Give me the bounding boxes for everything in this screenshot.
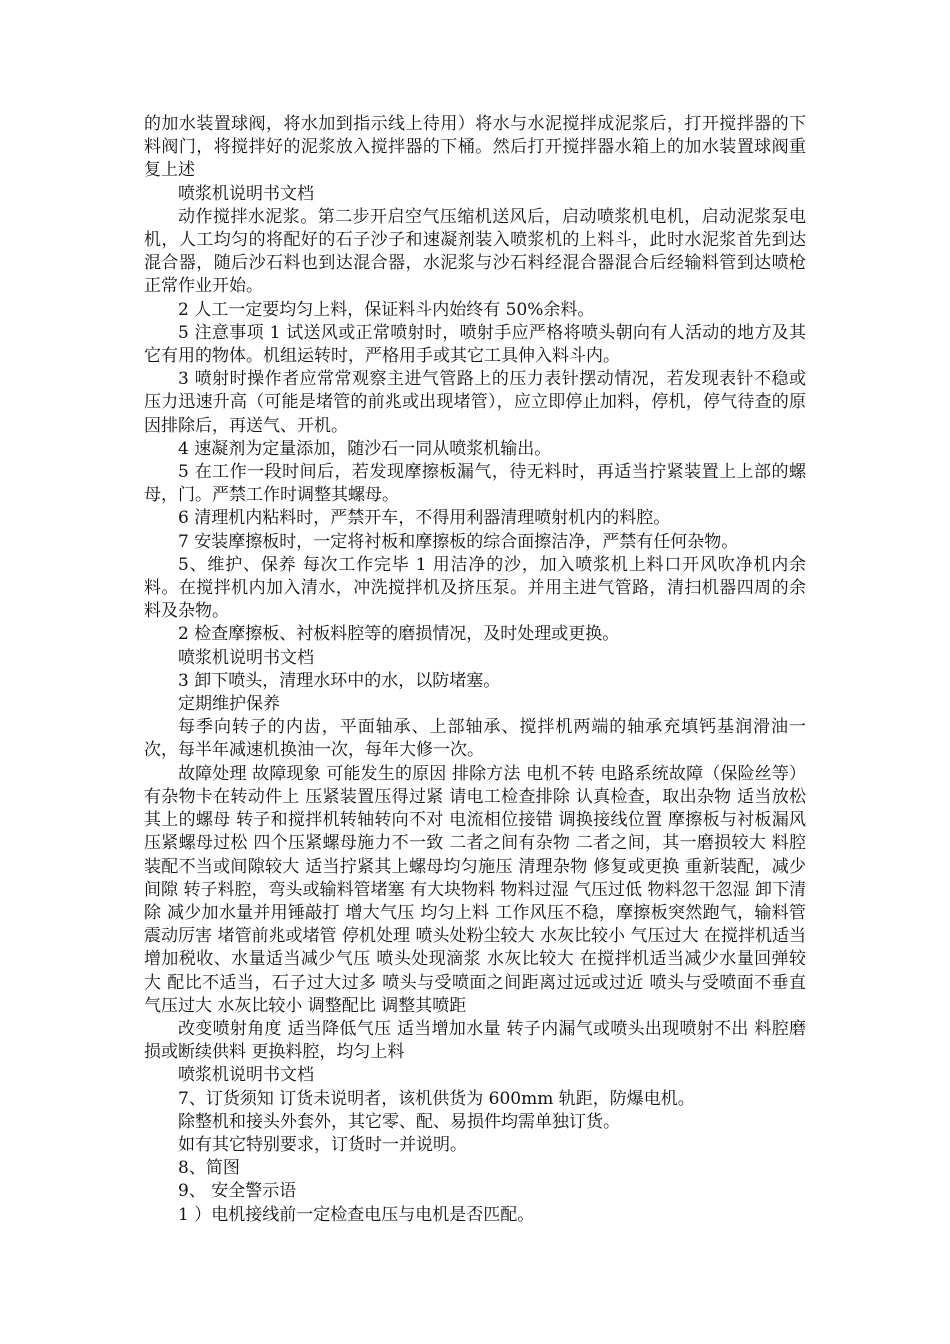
paragraph: 改变喷射角度 适当降低气压 适当增加水量 转子内漏气或喷头出现喷射不出 料腔磨损或断续供料 更换料腔，均匀上料 [144,1018,806,1063]
paragraph: 2 人工一定要均匀上料，保证料斗内始终有 50%余料。 [178,299,595,320]
document-body [144,113,806,1227]
paragraph: 5、维护、保养 每次工作完毕 1 用洁净的沙，加入喷浆机上料口开风吹净机内余料。在搅拌机内加入清水，冲洗搅拌机及挤压泵。并用主进气管路，清扫机器四周的余料及杂物。 [144,554,806,622]
paragraph: 如有其它特别要求，订货时一并说明。 [178,1134,467,1155]
paragraph: 除整机和接头外套外，其它零、配、易损件均需单独订货。 [178,1111,620,1132]
paragraph: 5 注意事项 1 试送风或正常喷射时，喷射手应严格将喷头朝向有人活动的地方及其它有用的物体。机组运转时，严格用手或其它工具伸入料斗内。 [144,322,806,367]
document-heading: 喷浆机说明书文档 [178,647,314,668]
paragraph: 5 在工作一段时间后，若发现摩擦板漏气，待无料时，再适当拧紧装置上上部的螺母，门。严禁工作时调整其螺母。 [144,462,806,506]
paragraph: 3 卸下喷头，清理水环中的水，以防堵塞。 [178,670,501,691]
paragraph: 7 安装摩擦板时，一定将衬板和摩擦板的综合面擦洁净，严禁有任何杂物。 [178,531,739,552]
paragraph: 每季向转子的内齿，平面轴承、上部轴承、搅拌机两端的轴承充填钙基润滑油一次，每半年减速机换油一次，每年大修一次。 [144,717,806,761]
paragraph: 动作搅拌水泥浆。第二步开启空气压缩机送风后，启动喷浆机电机，启动泥浆泵电机，人工均匀的将配好的石子沙子和速凝剂装入喷浆机的上料斗，此时水泥浆首先到达混合器，随后沙石料也到达混合器，水泥浆与沙石料经混合器混合后经输料管到达喷枪正常作业开始。 [144,206,806,297]
paragraph: 3 喷射时操作者应常常观察主进气管路上的压力表针摆动情况，若发现表针不稳或压力迅速升高（可能是堵管的前兆或出现堵管），应立即停止加料，停机，停气待查的原因排除后，再送气、开机。 [144,369,806,436]
paragraph: 故障处理 故障现象 可能发生的原因 排除方法 电机不转 电路系统故障（保险丝等）有杂物卡在转动件上 压紧装置压得过紧 请电工检查排除 认真检查，取出杂物 适当放松其上的螺母 转子和搅拌机转轴转向不对 电流相位接错 调换接线位置 摩擦板与衬板漏风 压紧螺母过松 四个压紧螺母施力不一致 二者之间有杂物 二者之间，其一磨损较大 料腔装配不当或间隙较大 适当拧紧其上螺母均匀施压 清理杂物 修复或更换 重新装配，减少间隙 转子料腔，弯头或输料管堵塞 有大块物料 物料过湿 气压过低 物料忽干忽湿 卸下清除 减少加水量并用锤敲打 增大气压 均匀上料 工作风压不稳，摩擦板突然跑气，输料管震动厉害 堵管前兆或堵管 停机处理 喷头处粉尘较大 水灰比较小 气压过大 在搅拌机适当增加税收、水量适当减少气压 喷头处现滴浆 水灰比较大 在搅拌机适当减少水量回弹较大 配比不适当，石子过大过多 喷头与受喷面之间距离过远或过近 喷头与受喷面不垂直 气压过大 水灰比较小 调整配比 调整其喷距 [144,763,806,1016]
paragraph: 6 清理机内粘料时，严禁开车，不得用利器清理喷射机内的料腔。 [178,508,671,529]
paragraph: 4 速凝剂为定量添加，随沙石一同从喷浆机输出。 [178,438,552,459]
paragraph: 7、订货须知 订货未说明者，该机供货为 600mm 轨距，防爆电机。 [178,1088,695,1109]
section-heading: 定期维护保养 [178,694,280,715]
document-heading: 喷浆机说明书文档 [178,1065,314,1086]
paragraph: 2 检查摩擦板、衬板料腔等的磨损情况，及时处理或更换。 [178,624,620,645]
paragraph-continuation: 的加水装置球阀，将水加到指示线上待用）将水与水泥搅拌成泥浆后，打开搅拌器的下料阀门，将搅拌好的泥浆放入搅拌器的下桶。然后打开搅拌器水箱上的加水装置球阀重复上述 [144,114,806,181]
document-heading: 喷浆机说明书文档 [178,183,314,204]
section-heading: 8、简图 [178,1158,240,1179]
paragraph: 1 ）电机接线前一定检查电压与电机是否匹配。 [178,1204,535,1225]
section-heading: 9、 安全警示语 [178,1181,297,1202]
